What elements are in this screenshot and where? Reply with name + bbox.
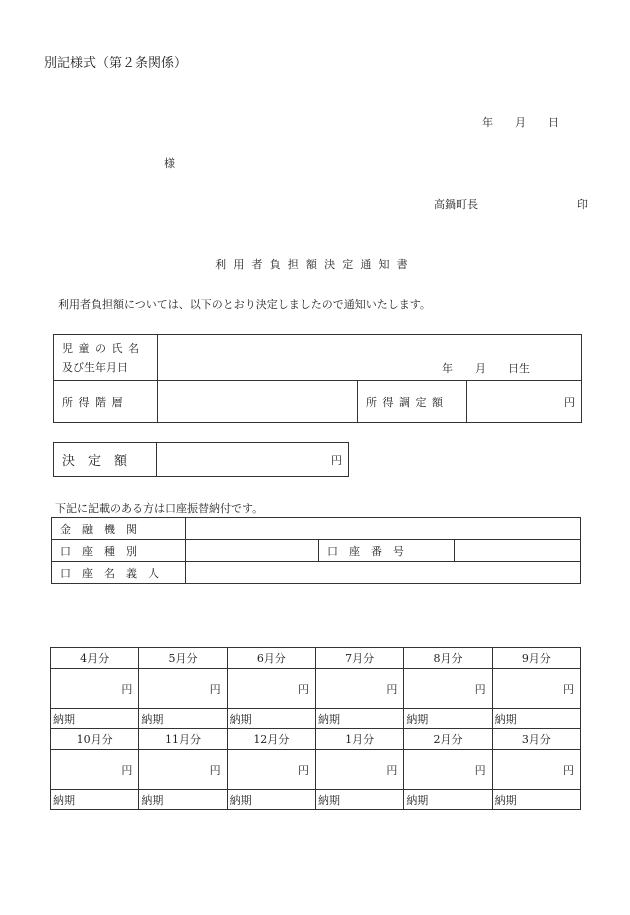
institution-field[interactable] xyxy=(186,518,581,540)
amount-yen-cell: 円 xyxy=(139,750,227,790)
account-number-field[interactable] xyxy=(455,540,581,562)
decision-label: 決 定 額 xyxy=(54,443,157,477)
amount-yen-cell: 円 xyxy=(404,669,492,709)
child-info-table xyxy=(53,334,582,423)
decision-yen: 円 xyxy=(157,443,349,477)
due-label-cell: 納期 xyxy=(227,790,315,810)
month-cell: 6月分 xyxy=(227,648,315,669)
intro-text: 利用者負担額については、以下のとおり決定しましたので通知いたします。 xyxy=(58,298,431,311)
month-header-row-2 xyxy=(51,729,581,750)
account-holder-label: 口 座 名 義 人 xyxy=(52,562,186,584)
month-cell: 8月分 xyxy=(404,648,492,669)
amount-yen-cell: 円 xyxy=(492,669,580,709)
due-label-cell: 納期 xyxy=(492,790,580,810)
month-cell: 5月分 xyxy=(139,648,227,669)
bank-info-table xyxy=(51,517,581,584)
document-title: 利用者負担額決定通知書 xyxy=(215,258,415,271)
due-row-1 xyxy=(51,709,581,729)
income-tier-field[interactable] xyxy=(158,381,358,423)
month-cell: 4月分 xyxy=(51,648,139,669)
due-label-cell: 納期 xyxy=(51,790,139,810)
child-birth-label: 及び生年月日 xyxy=(62,360,128,374)
due-row-2 xyxy=(51,790,581,810)
institution-label: 金 融 機 関 xyxy=(52,518,186,540)
month-cell: 9月分 xyxy=(492,648,580,669)
seal-mark: 印 xyxy=(577,198,588,211)
child-name-label-cell xyxy=(54,335,158,381)
due-label-cell: 納期 xyxy=(315,709,403,729)
due-label-cell: 納期 xyxy=(404,790,492,810)
due-label-cell: 納期 xyxy=(315,790,403,810)
amount-yen-cell: 円 xyxy=(492,750,580,790)
amount-yen-cell: 円 xyxy=(404,750,492,790)
issuer-name: 高鍋町長 xyxy=(434,198,478,211)
income-adjusted-yen: 円 xyxy=(467,381,582,423)
account-type-label: 口 座 種 別 xyxy=(52,540,186,562)
month-cell: 11月分 xyxy=(139,729,227,750)
payment-schedule-table xyxy=(50,647,581,810)
account-holder-field[interactable] xyxy=(186,562,581,584)
issue-date-line: 年 月 日 xyxy=(482,116,559,129)
amount-yen-cell: 円 xyxy=(139,669,227,709)
due-label-cell: 納期 xyxy=(51,709,139,729)
month-cell: 3月分 xyxy=(492,729,580,750)
due-label-cell: 納期 xyxy=(139,790,227,810)
addressee-suffix: 様 xyxy=(164,157,175,170)
amount-yen-cell: 円 xyxy=(227,669,315,709)
amount-row-2 xyxy=(51,750,581,790)
month-cell: 10月分 xyxy=(51,729,139,750)
account-number-label: 口 座 番 号 xyxy=(319,540,455,562)
month-cell: 7月分 xyxy=(315,648,403,669)
amount-yen-cell: 円 xyxy=(315,669,403,709)
month-cell: 2月分 xyxy=(404,729,492,750)
child-name-label: 児童の氏名 xyxy=(62,341,145,355)
birth-date-suffix: 年 月 日生 xyxy=(442,362,530,375)
due-label-cell: 納期 xyxy=(492,709,580,729)
income-tier-label: 所得階層 xyxy=(54,381,158,423)
month-header-row-1 xyxy=(51,648,581,669)
child-name-field[interactable] xyxy=(158,335,582,381)
amount-yen-cell: 円 xyxy=(315,750,403,790)
amount-yen-cell: 円 xyxy=(51,750,139,790)
decision-table xyxy=(53,442,349,477)
amount-yen-cell: 円 xyxy=(227,750,315,790)
form-label: 別記様式（第２条関係） xyxy=(44,56,188,71)
due-label-cell: 納期 xyxy=(404,709,492,729)
amount-row-1 xyxy=(51,669,581,709)
due-label-cell: 納期 xyxy=(139,709,227,729)
income-adjusted-label: 所得調定額 xyxy=(358,381,467,423)
due-label-cell: 納期 xyxy=(227,709,315,729)
transfer-note: 下記に記載のある方は口座振替納付です。 xyxy=(55,502,264,515)
month-cell: 12月分 xyxy=(227,729,315,750)
month-cell: 1月分 xyxy=(315,729,403,750)
account-type-field[interactable] xyxy=(186,540,319,562)
amount-yen-cell: 円 xyxy=(51,669,139,709)
